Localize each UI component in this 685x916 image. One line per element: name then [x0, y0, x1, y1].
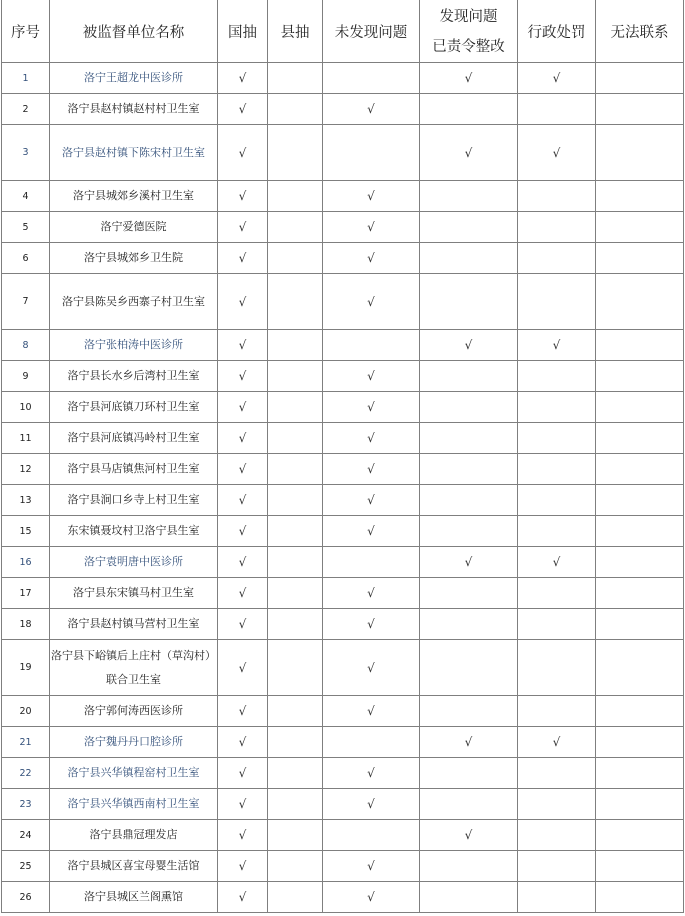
row-county-check-cell — [268, 578, 323, 609]
row-seq-number: 26 — [2, 882, 50, 913]
row-unit-name: 洛宁魏丹丹口腔诊所 — [50, 727, 218, 758]
table-row — [2, 820, 684, 851]
table-row — [2, 578, 684, 609]
row-penalty-check-cell — [518, 361, 596, 392]
no-issue-check-mark: √ — [367, 294, 375, 309]
row-rectification-check-cell — [420, 181, 518, 212]
row-unit-name: 洛宁县下峪镇后上庄村（草沟村）联合卫生室 — [50, 640, 218, 696]
no-issue-check-mark: √ — [367, 704, 375, 718]
national-check-mark: √ — [238, 555, 247, 569]
table-row — [2, 882, 684, 913]
row-penalty-check-cell — [518, 696, 596, 727]
row-no-contact-check-cell — [596, 609, 684, 640]
row-penalty-check-cell — [518, 330, 596, 361]
row-no-contact-check-cell — [596, 696, 684, 727]
row-penalty-check-cell — [518, 547, 596, 578]
row-no-contact-check-cell — [596, 516, 684, 547]
row-county-check-cell — [268, 727, 323, 758]
row-unit-name: 洛宁县城郊乡卫生院 — [50, 243, 218, 274]
row-unit-name: 洛宁县城区兰阁熏馆 — [50, 882, 218, 913]
row-penalty-check-cell — [518, 63, 596, 94]
row-county-check-cell — [268, 125, 323, 181]
row-no-contact-check-cell — [596, 243, 684, 274]
row-no-contact-check-cell — [596, 94, 684, 125]
no-issue-check-mark: √ — [367, 586, 375, 600]
supervision-results-table — [1, 0, 684, 913]
row-penalty-check-cell — [518, 882, 596, 913]
table-row — [2, 125, 684, 181]
national-check-mark: √ — [238, 797, 247, 811]
row-penalty-check-cell — [518, 640, 596, 696]
row-national-check-cell — [218, 789, 268, 820]
row-county-check-cell — [268, 63, 323, 94]
row-penalty-check-cell — [518, 181, 596, 212]
row-no-contact-check-cell — [596, 820, 684, 851]
table-row — [2, 63, 684, 94]
row-no-contact-check-cell — [596, 63, 684, 94]
rectification-check-mark: √ — [464, 338, 473, 352]
rectification-check-mark: √ — [464, 555, 473, 569]
no-issue-check-mark: √ — [367, 766, 375, 780]
row-no-contact-check-cell — [596, 361, 684, 392]
row-no-contact-check-cell — [596, 727, 684, 758]
row-no-contact-check-cell — [596, 640, 684, 696]
row-national-check-cell — [218, 125, 268, 181]
row-national-check-cell — [218, 181, 268, 212]
row-county-check-cell — [268, 516, 323, 547]
header-rectification-line1: 发现问题 — [439, 8, 498, 25]
row-no-contact-check-cell — [596, 274, 684, 330]
table-row — [2, 758, 684, 789]
header-county-sampling: 县抽 — [268, 0, 323, 63]
header-unit-name: 被监督单位名称 — [50, 0, 218, 63]
row-unit-name: 洛宁袁明唐中医诊所 — [50, 547, 218, 578]
table-row — [2, 274, 684, 330]
table-body — [2, 63, 684, 913]
table-row — [2, 423, 684, 454]
row-seq-number: 3 — [2, 125, 50, 181]
row-no-issue-check-cell — [323, 640, 420, 696]
row-county-check-cell — [268, 820, 323, 851]
rectification-check-mark: √ — [464, 828, 473, 842]
row-national-check-cell — [218, 547, 268, 578]
table-row — [2, 516, 684, 547]
header-national-sampling: 国抽 — [218, 0, 268, 63]
row-unit-name: 洛宁王超龙中医诊所 — [50, 63, 218, 94]
row-no-issue-check-cell — [323, 578, 420, 609]
row-national-check-cell — [218, 696, 268, 727]
row-no-issue-check-cell — [323, 547, 420, 578]
row-no-contact-check-cell — [596, 423, 684, 454]
row-no-contact-check-cell — [596, 547, 684, 578]
national-check-mark: √ — [238, 493, 247, 507]
row-no-issue-check-cell — [323, 516, 420, 547]
no-issue-check-mark: √ — [367, 462, 375, 476]
row-county-check-cell — [268, 212, 323, 243]
row-rectification-check-cell — [420, 485, 518, 516]
row-unit-name: 洛宁郭何涛西医诊所 — [50, 696, 218, 727]
national-check-mark: √ — [238, 828, 247, 842]
national-check-mark: √ — [238, 704, 247, 718]
national-check-mark: √ — [238, 294, 247, 309]
row-unit-name: 洛宁县马店镇焦河村卫生室 — [50, 454, 218, 485]
table-row — [2, 243, 684, 274]
row-county-check-cell — [268, 485, 323, 516]
row-seq-number: 15 — [2, 516, 50, 547]
row-national-check-cell — [218, 274, 268, 330]
row-penalty-check-cell — [518, 274, 596, 330]
row-no-issue-check-cell — [323, 789, 420, 820]
national-check-mark: √ — [238, 859, 247, 873]
row-rectification-check-cell — [420, 274, 518, 330]
no-issue-check-mark: √ — [367, 524, 375, 538]
row-county-check-cell — [268, 361, 323, 392]
row-county-check-cell — [268, 882, 323, 913]
rectification-check-mark: √ — [464, 71, 473, 85]
no-issue-check-mark: √ — [367, 859, 375, 873]
row-rectification-check-cell — [420, 361, 518, 392]
row-national-check-cell — [218, 63, 268, 94]
row-seq-number: 20 — [2, 696, 50, 727]
header-rectification — [420, 0, 518, 63]
row-county-check-cell — [268, 547, 323, 578]
row-national-check-cell — [218, 94, 268, 125]
row-national-check-cell — [218, 578, 268, 609]
row-rectification-check-cell — [420, 243, 518, 274]
row-no-contact-check-cell — [596, 882, 684, 913]
table-row — [2, 640, 684, 696]
row-unit-name: 洛宁县城区喜宝母婴生活馆 — [50, 851, 218, 882]
national-check-mark: √ — [238, 102, 247, 116]
row-penalty-check-cell — [518, 485, 596, 516]
row-seq-number: 18 — [2, 609, 50, 640]
table-row — [2, 789, 684, 820]
row-unit-name: 洛宁县河底镇冯岭村卫生室 — [50, 423, 218, 454]
row-no-issue-check-cell — [323, 609, 420, 640]
row-no-issue-check-cell — [323, 125, 420, 181]
row-national-check-cell — [218, 727, 268, 758]
row-no-issue-check-cell — [323, 63, 420, 94]
row-rectification-check-cell — [420, 94, 518, 125]
table-row — [2, 181, 684, 212]
row-no-issue-check-cell — [323, 212, 420, 243]
row-county-check-cell — [268, 454, 323, 485]
national-check-mark: √ — [238, 617, 247, 631]
no-issue-check-mark: √ — [367, 369, 375, 383]
penalty-check-mark: √ — [552, 145, 561, 160]
rectification-check-mark: √ — [464, 145, 473, 160]
row-seq-number: 12 — [2, 454, 50, 485]
table-row — [2, 609, 684, 640]
row-seq-number: 23 — [2, 789, 50, 820]
national-check-mark: √ — [238, 660, 247, 675]
row-national-check-cell — [218, 454, 268, 485]
no-issue-check-mark: √ — [367, 251, 375, 265]
no-issue-check-mark: √ — [367, 400, 375, 414]
row-penalty-check-cell — [518, 243, 596, 274]
row-rectification-check-cell — [420, 125, 518, 181]
row-penalty-check-cell — [518, 392, 596, 423]
row-county-check-cell — [268, 243, 323, 274]
row-unit-name: 洛宁张柏涛中医诊所 — [50, 330, 218, 361]
row-seq-number: 2 — [2, 94, 50, 125]
no-issue-check-mark: √ — [367, 220, 375, 234]
row-seq-number: 5 — [2, 212, 50, 243]
no-issue-check-mark: √ — [367, 660, 375, 675]
row-rectification-check-cell — [420, 63, 518, 94]
row-no-contact-check-cell — [596, 454, 684, 485]
row-national-check-cell — [218, 516, 268, 547]
row-national-check-cell — [218, 330, 268, 361]
national-check-mark: √ — [238, 369, 247, 383]
no-issue-check-mark: √ — [367, 431, 375, 445]
row-rectification-check-cell — [420, 789, 518, 820]
no-issue-check-mark: √ — [367, 797, 375, 811]
row-national-check-cell — [218, 882, 268, 913]
row-unit-name: 洛宁县河底镇刀环村卫生室 — [50, 392, 218, 423]
row-unit-name: 洛宁爱德医院 — [50, 212, 218, 243]
row-rectification-check-cell — [420, 454, 518, 485]
no-issue-check-mark: √ — [367, 493, 375, 507]
row-no-issue-check-cell — [323, 485, 420, 516]
penalty-check-mark: √ — [552, 735, 561, 749]
row-no-contact-check-cell — [596, 578, 684, 609]
row-seq-number: 11 — [2, 423, 50, 454]
row-no-issue-check-cell — [323, 330, 420, 361]
row-no-contact-check-cell — [596, 851, 684, 882]
table-row — [2, 94, 684, 125]
row-seq-number: 24 — [2, 820, 50, 851]
national-check-mark: √ — [238, 338, 247, 352]
row-county-check-cell — [268, 609, 323, 640]
national-check-mark: √ — [238, 400, 247, 414]
row-rectification-check-cell — [420, 696, 518, 727]
row-county-check-cell — [268, 330, 323, 361]
row-no-issue-check-cell — [323, 94, 420, 125]
row-penalty-check-cell — [518, 789, 596, 820]
row-no-contact-check-cell — [596, 125, 684, 181]
row-unit-name: 洛宁县兴华镇程窑村卫生室 — [50, 758, 218, 789]
row-no-contact-check-cell — [596, 485, 684, 516]
national-check-mark: √ — [238, 431, 247, 445]
row-national-check-cell — [218, 212, 268, 243]
row-rectification-check-cell — [420, 727, 518, 758]
row-seq-number: 1 — [2, 63, 50, 94]
row-rectification-check-cell — [420, 578, 518, 609]
row-penalty-check-cell — [518, 727, 596, 758]
row-no-issue-check-cell — [323, 851, 420, 882]
row-no-issue-check-cell — [323, 882, 420, 913]
row-national-check-cell — [218, 361, 268, 392]
row-penalty-check-cell — [518, 820, 596, 851]
row-county-check-cell — [268, 392, 323, 423]
row-rectification-check-cell — [420, 882, 518, 913]
row-no-contact-check-cell — [596, 758, 684, 789]
row-penalty-check-cell — [518, 94, 596, 125]
national-check-mark: √ — [238, 251, 247, 265]
no-issue-check-mark: √ — [367, 189, 375, 203]
national-check-mark: √ — [238, 735, 247, 749]
row-no-issue-check-cell — [323, 820, 420, 851]
row-national-check-cell — [218, 243, 268, 274]
row-penalty-check-cell — [518, 578, 596, 609]
row-unit-name: 洛宁县涧口乡寺上村卫生室 — [50, 485, 218, 516]
table-row — [2, 454, 684, 485]
row-rectification-check-cell — [420, 516, 518, 547]
row-penalty-check-cell — [518, 454, 596, 485]
row-county-check-cell — [268, 696, 323, 727]
row-national-check-cell — [218, 609, 268, 640]
row-seq-number: 25 — [2, 851, 50, 882]
row-county-check-cell — [268, 758, 323, 789]
table-row — [2, 212, 684, 243]
row-rectification-check-cell — [420, 640, 518, 696]
row-county-check-cell — [268, 181, 323, 212]
table-row — [2, 330, 684, 361]
row-county-check-cell — [268, 423, 323, 454]
row-no-contact-check-cell — [596, 392, 684, 423]
row-seq-number: 4 — [2, 181, 50, 212]
row-no-contact-check-cell — [596, 330, 684, 361]
rectification-check-mark: √ — [464, 735, 473, 749]
no-issue-check-mark: √ — [367, 617, 375, 631]
row-seq-number: 13 — [2, 485, 50, 516]
row-penalty-check-cell — [518, 423, 596, 454]
row-unit-name: 洛宁县赵村镇赵村村卫生室 — [50, 94, 218, 125]
row-rectification-check-cell — [420, 758, 518, 789]
row-rectification-check-cell — [420, 330, 518, 361]
row-penalty-check-cell — [518, 851, 596, 882]
row-no-issue-check-cell — [323, 243, 420, 274]
row-rectification-check-cell — [420, 820, 518, 851]
row-rectification-check-cell — [420, 609, 518, 640]
row-county-check-cell — [268, 851, 323, 882]
row-unit-name: 洛宁县鼎冠理发店 — [50, 820, 218, 851]
row-rectification-check-cell — [420, 212, 518, 243]
row-county-check-cell — [268, 789, 323, 820]
header-penalty: 行政处罚 — [518, 0, 596, 63]
row-seq-number: 9 — [2, 361, 50, 392]
row-county-check-cell — [268, 274, 323, 330]
row-seq-number: 8 — [2, 330, 50, 361]
row-unit-name: 洛宁县陈吴乡西寨子村卫生室 — [50, 274, 218, 330]
table-header-row — [2, 0, 684, 63]
row-county-check-cell — [268, 94, 323, 125]
row-no-issue-check-cell — [323, 392, 420, 423]
row-penalty-check-cell — [518, 516, 596, 547]
row-unit-name: 东宋镇聂坟村卫洛宁县生室 — [50, 516, 218, 547]
table-row — [2, 485, 684, 516]
table-row — [2, 696, 684, 727]
national-check-mark: √ — [238, 145, 247, 160]
row-no-issue-check-cell — [323, 423, 420, 454]
penalty-check-mark: √ — [552, 338, 561, 352]
row-national-check-cell — [218, 392, 268, 423]
row-no-issue-check-cell — [323, 696, 420, 727]
row-seq-number: 7 — [2, 274, 50, 330]
row-no-contact-check-cell — [596, 789, 684, 820]
national-check-mark: √ — [238, 462, 247, 476]
no-issue-check-mark: √ — [367, 102, 375, 116]
row-unit-name: 洛宁县长水乡后湾村卫生室 — [50, 361, 218, 392]
header-rectification-line2: 已责令整改 — [432, 38, 505, 55]
row-no-contact-check-cell — [596, 181, 684, 212]
row-national-check-cell — [218, 851, 268, 882]
row-unit-name: 洛宁县赵村镇马营村卫生室 — [50, 609, 218, 640]
row-national-check-cell — [218, 423, 268, 454]
penalty-check-mark: √ — [552, 555, 561, 569]
row-seq-number: 16 — [2, 547, 50, 578]
row-no-contact-check-cell — [596, 212, 684, 243]
header-no-contact: 无法联系 — [596, 0, 684, 63]
no-issue-check-mark: √ — [367, 890, 375, 904]
row-unit-name: 洛宁县城郊乡溪村卫生室 — [50, 181, 218, 212]
table-row — [2, 392, 684, 423]
header-seq: 序号 — [2, 0, 50, 63]
row-no-issue-check-cell — [323, 758, 420, 789]
row-unit-name: 洛宁县兴华镇西南村卫生室 — [50, 789, 218, 820]
row-seq-number: 10 — [2, 392, 50, 423]
row-penalty-check-cell — [518, 609, 596, 640]
penalty-check-mark: √ — [552, 71, 561, 85]
row-rectification-check-cell — [420, 547, 518, 578]
row-unit-name: 洛宁县赵村镇下陈宋村卫生室 — [50, 125, 218, 181]
header-no-issue: 未发现问题 — [323, 0, 420, 63]
row-rectification-check-cell — [420, 851, 518, 882]
row-seq-number: 22 — [2, 758, 50, 789]
row-penalty-check-cell — [518, 125, 596, 181]
national-check-mark: √ — [238, 890, 247, 904]
row-seq-number: 17 — [2, 578, 50, 609]
national-check-mark: √ — [238, 524, 247, 538]
row-unit-name: 洛宁县东宋镇马村卫生室 — [50, 578, 218, 609]
table-row — [2, 727, 684, 758]
table-row — [2, 361, 684, 392]
national-check-mark: √ — [238, 220, 247, 234]
row-no-issue-check-cell — [323, 727, 420, 758]
national-check-mark: √ — [238, 586, 247, 600]
row-no-issue-check-cell — [323, 274, 420, 330]
row-penalty-check-cell — [518, 758, 596, 789]
row-national-check-cell — [218, 820, 268, 851]
row-seq-number: 19 — [2, 640, 50, 696]
national-check-mark: √ — [238, 189, 247, 203]
row-no-issue-check-cell — [323, 454, 420, 485]
row-national-check-cell — [218, 640, 268, 696]
row-national-check-cell — [218, 758, 268, 789]
row-seq-number: 6 — [2, 243, 50, 274]
table-row — [2, 851, 684, 882]
row-penalty-check-cell — [518, 212, 596, 243]
row-no-issue-check-cell — [323, 181, 420, 212]
row-national-check-cell — [218, 485, 268, 516]
national-check-mark: √ — [238, 766, 247, 780]
national-check-mark: √ — [238, 71, 247, 85]
row-no-issue-check-cell — [323, 361, 420, 392]
row-county-check-cell — [268, 640, 323, 696]
table-row — [2, 547, 684, 578]
row-rectification-check-cell — [420, 392, 518, 423]
row-rectification-check-cell — [420, 423, 518, 454]
row-seq-number: 21 — [2, 727, 50, 758]
